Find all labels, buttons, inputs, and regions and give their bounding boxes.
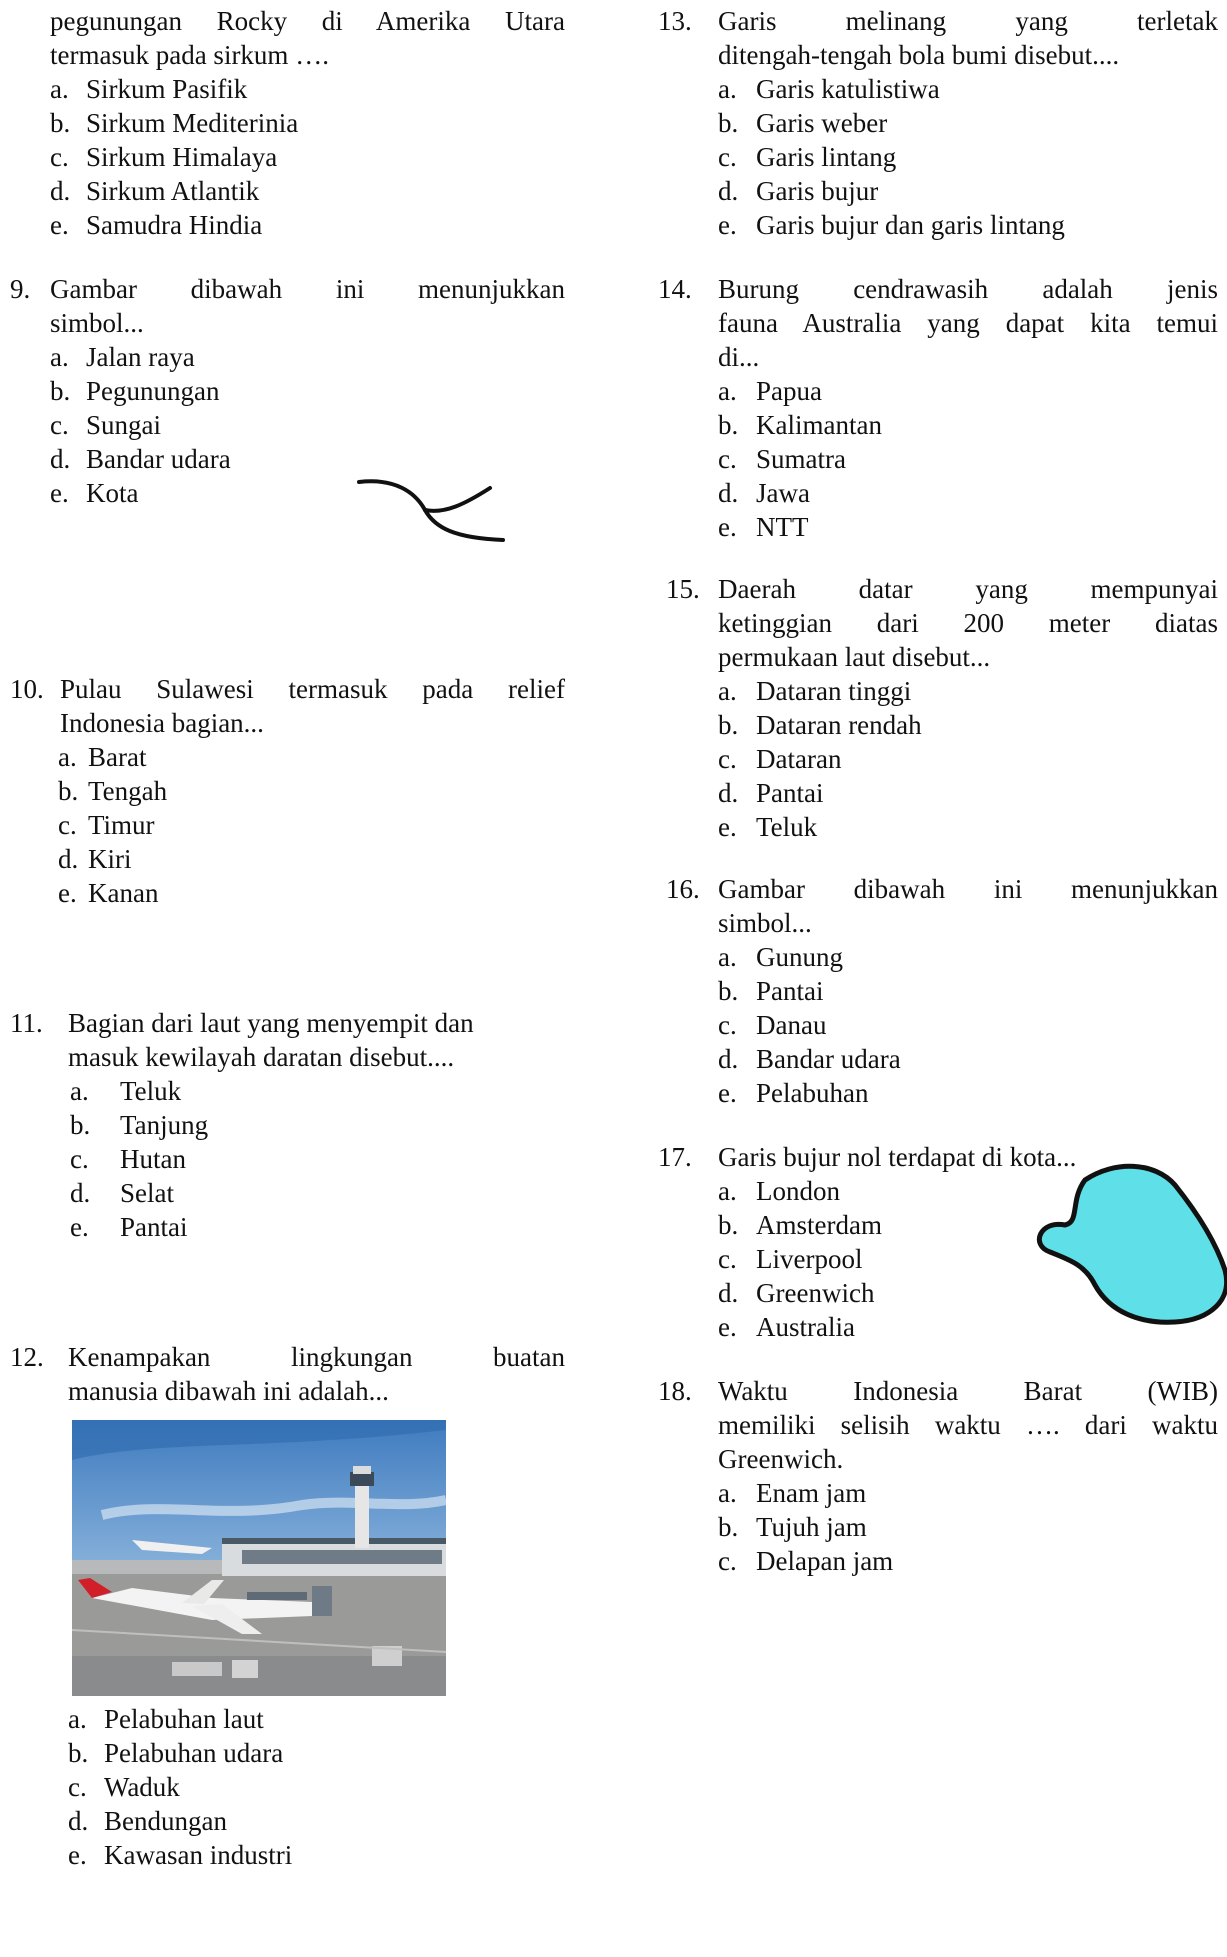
question-12-number: 12. xyxy=(10,1342,44,1372)
q10-option-c xyxy=(58,808,155,842)
question-13-text-line2: ditengah-tengah bola bumi disebut.... xyxy=(718,40,1120,70)
option-letter: a. xyxy=(50,74,69,104)
question-13-text-line1: Garis melinang yang terletak xyxy=(718,6,1218,36)
option-text: Pegunungan xyxy=(86,376,220,406)
option-letter: c. xyxy=(718,1244,737,1274)
option-text: Pelabuhan udara xyxy=(104,1738,284,1768)
question-8-text-line1: pegunungan Rocky di Amerika Utara xyxy=(50,6,565,36)
option-text: Pelabuhan xyxy=(756,1078,869,1108)
q17-option-b xyxy=(718,1208,882,1242)
option-letter: a. xyxy=(718,676,737,706)
q17-option-c xyxy=(718,1242,862,1276)
q11-option-d xyxy=(70,1176,174,1210)
q18-option-c xyxy=(718,1544,893,1578)
question-12-text-line1: Kenampakan lingkungan buatan xyxy=(68,1342,565,1372)
option-text: Bandar udara xyxy=(86,444,231,474)
question-11-text-line1: Bagian dari laut yang menyempit dan xyxy=(68,1008,474,1038)
option-text: Tanjung xyxy=(120,1110,209,1140)
option-letter: a. xyxy=(718,942,737,972)
question-16-number: 16. xyxy=(666,874,700,904)
option-letter: e. xyxy=(50,478,69,508)
q11-option-a xyxy=(70,1074,181,1108)
option-letter: e. xyxy=(68,1840,87,1870)
option-text: Kanan xyxy=(88,878,159,908)
option-text: Kiri xyxy=(88,844,132,874)
q10-option-d xyxy=(58,842,132,876)
option-text: Sirkum Pasifik xyxy=(86,74,248,104)
option-text: Sirkum Himalaya xyxy=(86,142,278,172)
option-text: Samudra Hindia xyxy=(86,210,263,240)
q13-option-e xyxy=(718,208,1065,242)
q8-option-a xyxy=(50,72,247,106)
option-letter: b. xyxy=(718,410,739,440)
q15-option-e xyxy=(718,810,817,844)
option-letter: b. xyxy=(50,376,71,406)
q17-option-d xyxy=(718,1276,874,1310)
option-text: Liverpool xyxy=(756,1244,863,1274)
question-10-number: 10. xyxy=(10,674,44,704)
option-letter: d. xyxy=(718,1278,739,1308)
option-letter: c. xyxy=(58,810,77,840)
option-text: Pantai xyxy=(120,1212,188,1242)
option-text: Garis lintang xyxy=(756,142,897,172)
option-letter: e. xyxy=(58,878,77,908)
question-18-text-line3: Greenwich. xyxy=(718,1444,844,1474)
q12-option-d xyxy=(68,1804,227,1838)
q9-option-a xyxy=(50,340,195,374)
option-letter: c. xyxy=(718,1010,737,1040)
option-letter: b. xyxy=(68,1738,89,1768)
option-letter: e. xyxy=(718,210,737,240)
question-11-text-line2: masuk kewilayah daratan disebut.... xyxy=(68,1042,455,1072)
option-text: Danau xyxy=(756,1010,827,1040)
option-letter: b. xyxy=(718,1210,739,1240)
q17-option-a xyxy=(718,1174,840,1208)
option-text: Dataran tinggi xyxy=(756,676,912,706)
option-letter: d. xyxy=(70,1178,91,1208)
q9-option-b xyxy=(50,374,219,408)
option-letter: a. xyxy=(58,742,77,772)
option-text: Garis bujur dan garis lintang xyxy=(756,210,1065,240)
option-text: Teluk xyxy=(756,812,818,842)
option-text: Pantai xyxy=(756,976,824,1006)
question-9-text-line2: simbol... xyxy=(50,308,144,338)
q18-option-a xyxy=(718,1476,866,1510)
option-letter: d. xyxy=(718,176,739,206)
option-letter: d. xyxy=(68,1806,89,1836)
option-letter: b. xyxy=(718,108,739,138)
q16-option-b xyxy=(718,974,824,1008)
option-text: NTT xyxy=(756,512,809,542)
option-text: Sirkum Mediterinia xyxy=(86,108,299,138)
q15-option-d xyxy=(718,776,824,810)
q12-option-b xyxy=(68,1736,283,1770)
option-text: Dataran rendah xyxy=(756,710,922,740)
option-text: Tengah xyxy=(88,776,168,806)
option-text: Jawa xyxy=(756,478,810,508)
option-letter: b. xyxy=(718,710,739,740)
q10-option-e xyxy=(58,876,158,910)
option-text: Pelabuhan laut xyxy=(104,1704,264,1734)
option-text: Papua xyxy=(756,376,822,406)
option-letter: b. xyxy=(58,776,79,806)
option-letter: c. xyxy=(68,1772,87,1802)
question-11-number: 11. xyxy=(10,1008,43,1038)
option-letter: c. xyxy=(718,744,737,774)
option-letter: d. xyxy=(718,478,739,508)
option-text: Jalan raya xyxy=(86,342,195,372)
option-letter: c. xyxy=(50,410,69,440)
question-15-text-line2: ketinggian dari 200 meter diatas xyxy=(718,608,1218,638)
question-14-text-line1: Burung cendrawasih adalah jenis xyxy=(718,274,1218,304)
option-letter: e. xyxy=(718,512,737,542)
q14-option-e xyxy=(718,510,808,544)
option-letter: c. xyxy=(718,1546,737,1576)
q12-option-a xyxy=(68,1702,264,1736)
q10-option-b xyxy=(58,774,167,808)
q15-option-b xyxy=(718,708,922,742)
q11-option-c xyxy=(70,1142,186,1176)
q8-option-e xyxy=(50,208,262,242)
option-text: Greenwich xyxy=(756,1278,875,1308)
q13-option-d xyxy=(718,174,878,208)
q13-option-c xyxy=(718,140,896,174)
q10-option-a xyxy=(58,740,146,774)
option-letter: c. xyxy=(50,142,69,172)
q14-option-a xyxy=(718,374,822,408)
option-letter: b. xyxy=(718,1512,739,1542)
q18-option-b xyxy=(718,1510,867,1544)
question-12-text-line2: manusia dibawah ini adalah... xyxy=(68,1376,389,1406)
option-letter: c. xyxy=(718,142,737,172)
option-letter: a. xyxy=(70,1076,89,1106)
option-text: Australia xyxy=(756,1312,855,1342)
option-text: Tujuh jam xyxy=(756,1512,867,1542)
option-letter: b. xyxy=(718,976,739,1006)
option-letter: b. xyxy=(50,108,71,138)
lake-symbol-icon xyxy=(1025,1160,1227,1330)
option-letter: e. xyxy=(718,1078,737,1108)
option-text: Gunung xyxy=(756,942,843,972)
question-15-text-line3: permukaan laut disebut... xyxy=(718,642,991,672)
question-17-text-line1: Garis bujur nol terdapat di kota... xyxy=(718,1142,1077,1172)
option-letter: d. xyxy=(718,1044,739,1074)
option-letter: a. xyxy=(50,342,69,372)
q13-option-a xyxy=(718,72,940,106)
q17-option-e xyxy=(718,1310,855,1344)
airport-photo xyxy=(72,1420,446,1696)
option-text: Pantai xyxy=(756,778,824,808)
option-text: Teluk xyxy=(120,1076,182,1106)
option-letter: d. xyxy=(718,778,739,808)
q14-option-b xyxy=(718,408,882,442)
option-text: London xyxy=(756,1176,840,1206)
q14-option-c xyxy=(718,442,846,476)
option-text: Amsterdam xyxy=(756,1210,882,1240)
option-letter: e. xyxy=(718,1312,737,1342)
q16-option-d xyxy=(718,1042,901,1076)
question-14-text-line3: di... xyxy=(718,342,760,372)
question-18-text-line2: memiliki selisih waktu …. dari waktu xyxy=(718,1410,1218,1440)
option-text: Bandar udara xyxy=(756,1044,901,1074)
option-letter: d. xyxy=(50,444,71,474)
q13-option-b xyxy=(718,106,887,140)
question-18-number: 18. xyxy=(658,1376,692,1406)
option-text: Barat xyxy=(88,742,147,772)
option-text: Hutan xyxy=(120,1144,186,1174)
q8-option-b xyxy=(50,106,298,140)
q11-option-e xyxy=(70,1210,188,1244)
q14-option-d xyxy=(718,476,810,510)
question-16-text-line2: simbol... xyxy=(718,908,812,938)
option-text: Kawasan industri xyxy=(104,1840,293,1870)
option-letter: a. xyxy=(68,1704,87,1734)
question-15-text-line1: Daerah datar yang mempunyai xyxy=(718,574,1218,604)
option-text: Sirkum Atlantik xyxy=(86,176,260,206)
q11-option-b xyxy=(70,1108,208,1142)
option-letter: a. xyxy=(718,376,737,406)
q16-option-c xyxy=(718,1008,826,1042)
question-9-number: 9. xyxy=(10,274,31,304)
question-8-text-line2: termasuk pada sirkum …. xyxy=(50,40,329,70)
q12-option-e xyxy=(68,1838,292,1872)
q8-option-d xyxy=(50,174,259,208)
option-letter: b. xyxy=(70,1110,91,1140)
option-letter: a. xyxy=(718,1176,737,1206)
option-letter: d. xyxy=(58,844,79,874)
river-symbol-icon xyxy=(355,470,515,550)
option-text: Selat xyxy=(120,1178,174,1208)
q9-option-c xyxy=(50,408,161,442)
option-text: Bendungan xyxy=(104,1806,227,1836)
option-text: Waduk xyxy=(104,1772,180,1802)
option-text: Timur xyxy=(88,810,155,840)
option-text: Sumatra xyxy=(756,444,846,474)
option-letter: a. xyxy=(718,1478,737,1508)
q9-option-d xyxy=(50,442,231,476)
option-text: Dataran xyxy=(756,744,842,774)
option-text: Garis weber xyxy=(756,108,888,138)
q16-option-e xyxy=(718,1076,868,1110)
question-10-text-line2: Indonesia bagian... xyxy=(60,708,264,738)
question-16-text-line1: Gambar dibawah ini menunjukkan xyxy=(718,874,1218,904)
question-13-number: 13. xyxy=(658,6,692,36)
option-letter: c. xyxy=(718,444,737,474)
option-text: Kota xyxy=(86,478,139,508)
q16-option-a xyxy=(718,940,843,974)
question-18-text-line1: Waktu Indonesia Barat (WIB) xyxy=(718,1376,1218,1406)
option-text: Garis katulistiwa xyxy=(756,74,940,104)
question-15-number: 15. xyxy=(666,574,700,604)
option-letter: e. xyxy=(70,1212,89,1242)
option-text: Delapan jam xyxy=(756,1546,894,1576)
option-letter: e. xyxy=(718,812,737,842)
option-text: Enam jam xyxy=(756,1478,867,1508)
q12-option-c xyxy=(68,1770,180,1804)
option-letter: e. xyxy=(50,210,69,240)
q9-option-e xyxy=(50,476,138,510)
question-10-text-line1: Pulau Sulawesi termasuk pada relief xyxy=(60,674,565,704)
q15-option-a xyxy=(718,674,911,708)
question-14-number: 14. xyxy=(658,274,692,304)
q15-option-c xyxy=(718,742,841,776)
option-text: Sungai xyxy=(86,410,162,440)
question-14-text-line2: fauna Australia yang dapat kita temui xyxy=(718,308,1218,338)
option-letter: a. xyxy=(718,74,737,104)
option-letter: c. xyxy=(70,1144,89,1174)
option-text: Kalimantan xyxy=(756,410,882,440)
question-9-text-line1: Gambar dibawah ini menunjukkan xyxy=(50,274,565,304)
question-17-number: 17. xyxy=(658,1142,692,1172)
option-text: Garis bujur xyxy=(756,176,879,206)
option-letter: d. xyxy=(50,176,71,206)
q8-option-c xyxy=(50,140,277,174)
